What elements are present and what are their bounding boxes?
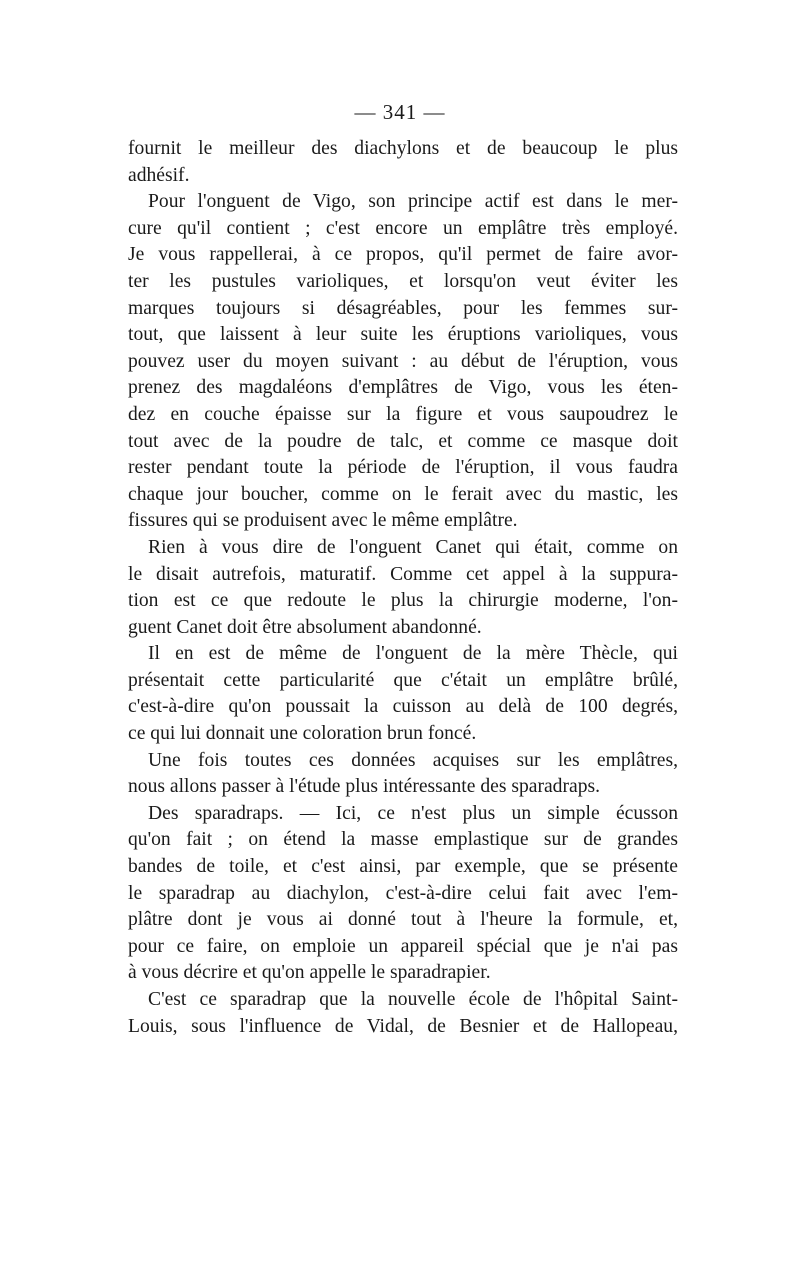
text-line: Une fois toutes ces données acquises sur les emplâtres, [148,749,678,771]
text-line: fissures qui se produisent avec le même emplâtre. [128,510,518,532]
text-line: Louis, sous l'influence de Vidal, de Besnier et de Hallopeau, [128,1015,678,1037]
paragraph [128,535,678,641]
text-line: c'est-à-dire qu'on poussait la cuisson au delà de 100 degrés, [128,696,678,718]
text-line: Pour l'onguent de Vigo, son principe actif est dans le mer- [148,191,678,213]
paragraph [128,641,678,747]
paragraph [128,748,678,801]
text-line: nous allons passer à l'étude plus intéressante des sparadraps. [128,776,601,798]
text-line: dez en couche épaisse sur la figure et vous saupoudrez le [128,403,678,425]
text-line: pouvez user du moyen suivant : au début de l'éruption, vous [128,350,678,372]
text-line: Rien à vous dire de l'onguent Canet qui était, comme on [148,536,678,558]
text-line: tout avec de la poudre de talc, et comme ce masque doit [128,430,678,452]
text-line: cure qu'il contient ; c'est encore un emplâtre très employé. [128,217,678,239]
paragraph [128,136,678,189]
page-number: — 341 — [354,100,446,124]
text-line: le sparadrap au diachylon, c'est-à-dire celui fait avec l'em- [128,882,678,904]
paragraph [128,801,678,987]
text-line: Des sparadraps. — Ici, ce n'est plus un simple écusson [148,802,678,824]
text-line: chaque jour boucher, comme on le ferait avec du mastic, les [128,483,678,505]
text-line: qu'on fait ; on étend la masse emplastique sur de grandes [128,829,678,851]
text-line: Je vous rappellerai, à ce propos, qu'il permet de faire avor- [128,244,678,266]
text-line: plâtre dont je vous ai donné tout à l'heure la formule, et, [128,909,678,931]
text-line: guent Canet doit être absolument abandonné. [128,616,482,638]
text-line: Il en est de même de l'onguent de la mère Thècle, qui [148,643,678,665]
paragraph [128,987,678,1040]
text-line: le disait autrefois, maturatif. Comme cet appel à la suppura- [128,563,678,585]
text-line: adhésif. [128,164,190,186]
text-line: bandes de toile, et c'est ainsi, par exemple, que se présente [128,856,678,878]
body-text [128,136,678,1040]
text-line: ce qui lui donnait une coloration brun foncé. [128,723,477,745]
text-line: tout, que laissent à leur suite les éruptions varioliques, vous [128,324,678,346]
text-line: présentait cette particularité que c'était un emplâtre brûlé, [128,669,678,691]
paragraph [128,189,678,535]
text-line: tion est ce que redoute le plus la chirurgie moderne, l'on- [128,590,678,612]
text-line: fournit le meilleur des diachylons et de beaucoup le plus [128,138,678,159]
text-line: marques toujours si désagréables, pour les femmes sur- [128,297,678,319]
text-line: prenez des magdaléons d'emplâtres de Vigo, vous les éten- [128,377,678,399]
text-line: C'est ce sparadrap que la nouvelle école de l'hôpital Saint- [148,989,678,1010]
text-line: pour ce faire, on emploie un appareil spécial que je n'ai pas [128,935,678,957]
text-line: rester pendant toute la période de l'éruption, il vous faudra [128,457,678,479]
text-line: à vous décrire et qu'on appelle le sparadrapier. [128,962,491,984]
text-line: ter les pustules varioliques, et lorsqu'on veut éviter les [128,270,678,292]
